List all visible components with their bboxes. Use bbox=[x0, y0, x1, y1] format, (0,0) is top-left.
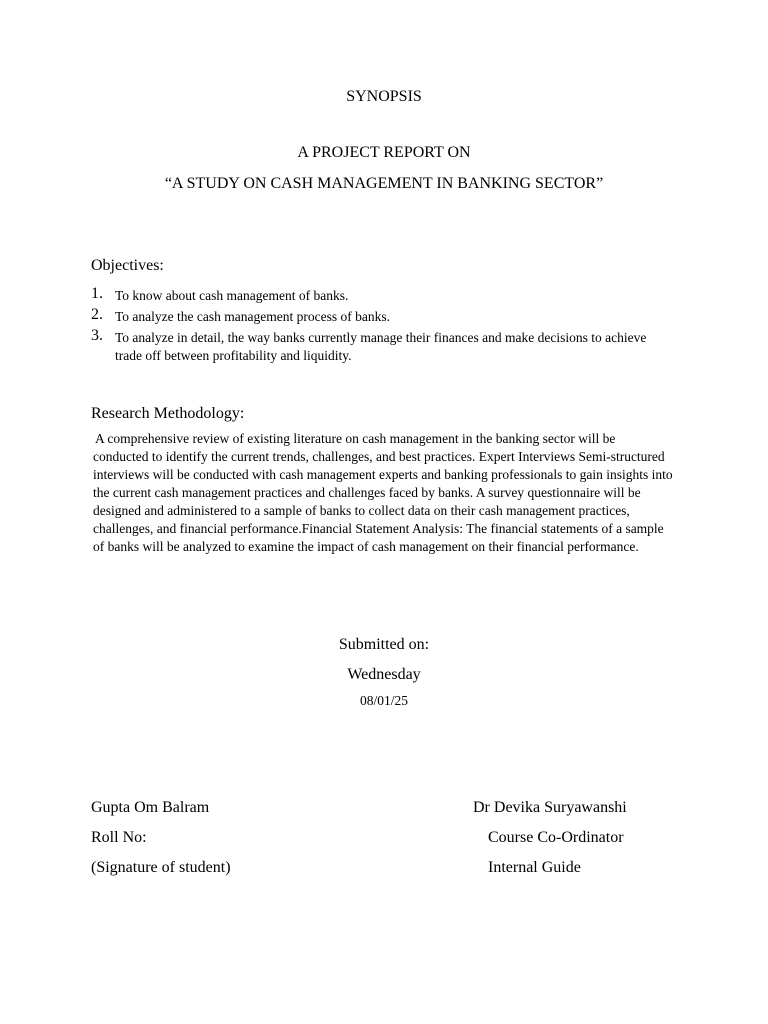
list-item bbox=[91, 329, 671, 365]
list-item-text: To know about cash management of banks. bbox=[115, 288, 349, 303]
submitted-label: Submitted on: bbox=[338, 636, 430, 653]
list-number: 1. bbox=[91, 285, 103, 302]
report-title: “A STUDY ON CASH MANAGEMENT IN BANKING SECTOR” bbox=[164, 175, 604, 192]
objectives-list bbox=[91, 287, 671, 368]
list-item-text: To analyze the cash management process of banks. bbox=[115, 309, 390, 324]
submitted-date: 08/01/25 bbox=[359, 693, 408, 708]
list-item bbox=[91, 287, 671, 305]
guide-role-coordinator: Course Co-Ordinator bbox=[488, 829, 624, 846]
student-signature-label: (Signature of student) bbox=[91, 859, 231, 876]
student-name: Gupta Om Balram bbox=[91, 799, 210, 816]
guide-name: Dr Devika Suryawanshi bbox=[473, 799, 627, 816]
methodology-paragraph: A comprehensive review of existing literature on cash management in the banking sector will be conducted to identify the current trends, challenges, and best practices. Expert Interviews Semi-structured interviews will be conducted with cash management experts and banking professionals to gain insights into the current cash management practices and challenges faced by banks. A survey questionnaire will be designed and administered to a sample of banks to collect data on their cash management practices, challenges, and financial performance.Financial Statement Analysis: The financial statements of a sample of banks will be analyzed to examine the impact of cash management on their financial performance. bbox=[93, 431, 673, 554]
guide-role-internal: Internal Guide bbox=[488, 859, 581, 876]
report-subheading: A PROJECT REPORT ON bbox=[297, 144, 471, 161]
list-item-text: To analyze in detail, the way banks currently manage their finances and make decisions to achieve trade off between profitability and liquidity. bbox=[115, 330, 647, 363]
list-number: 2. bbox=[91, 306, 103, 323]
methodology-heading: Research Methodology: bbox=[91, 405, 245, 422]
list-number: 3. bbox=[91, 327, 103, 344]
objectives-heading: Objectives: bbox=[91, 257, 164, 274]
roll-no-label: Roll No: bbox=[91, 829, 147, 846]
document-heading: SYNOPSIS bbox=[346, 88, 422, 105]
list-item bbox=[91, 308, 671, 326]
submitted-day: Wednesday bbox=[347, 666, 421, 683]
